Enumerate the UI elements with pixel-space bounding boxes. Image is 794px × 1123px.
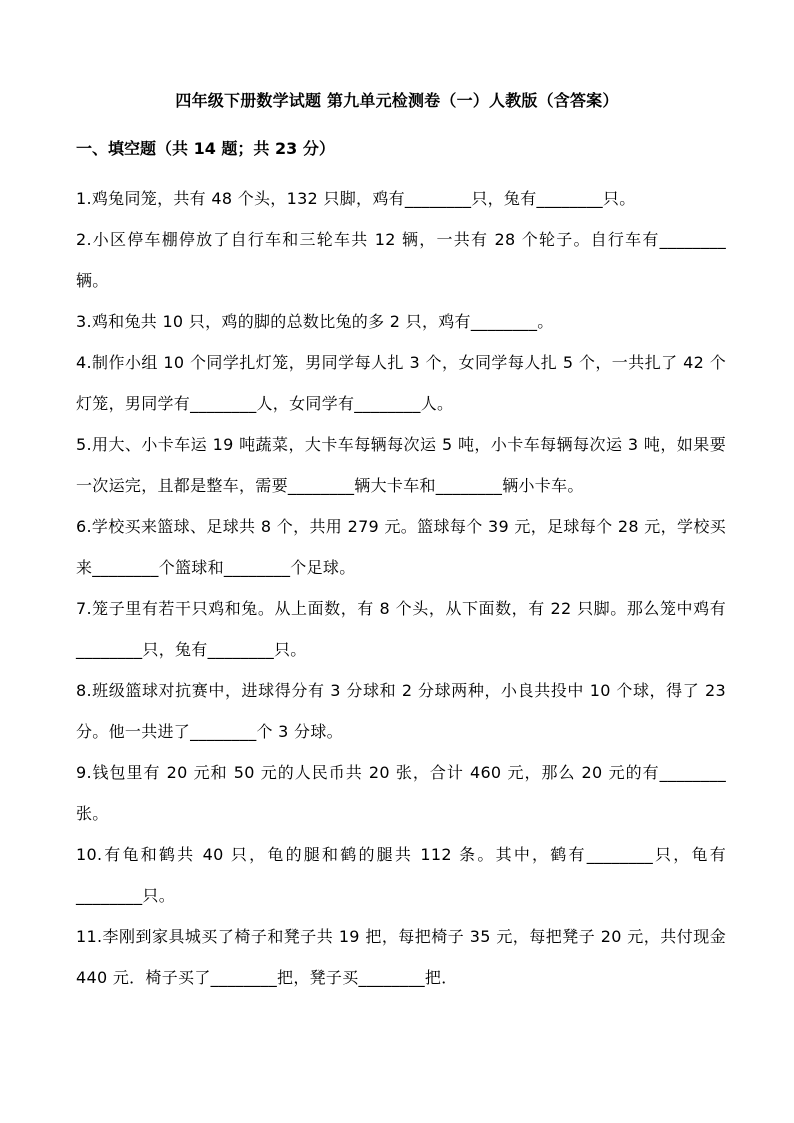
question-text: 2.小区停车棚停放了自行车和三轮车共 12 辆，一共有 28 个轮子。自行车有________辆。: [76, 230, 726, 290]
question-5: [76, 424, 726, 506]
question-10: [76, 834, 726, 916]
document-title: 四年级下册数学试题 第九单元检测卷（一）人教版（含答案）: [175, 91, 619, 110]
question-text: 7.笼子里有若干只鸡和兔。从上面数，有 8 个头，从下面数，有 22 只脚。那么笼中鸡有________只，兔有________只。: [76, 599, 726, 659]
question-text: 10.有龟和鹤共 40 只，龟的腿和鹤的腿共 112 条。其中，鹤有________只，龟有________只。: [76, 845, 726, 905]
question-text: 3.鸡和兔共 10 只，鸡的脚的总数比兔的多 2 只，鸡有________。: [76, 312, 554, 331]
question-text: 11.李刚到家具城买了椅子和凳子共 19 把，每把椅子 35 元，每把凳子 20 元，共付现金 440 元．椅子买了________把，凳子买________把．: [76, 927, 726, 987]
question-text: 5.用大、小卡车运 19 吨蔬菜，大卡车每辆每次运 5 吨，小卡车每辆每次运 3 吨，如果要一次运完，且都是整车，需要________辆大卡车和________辆小卡车。: [76, 435, 726, 495]
question-text: 8.班级篮球对抗赛中，进球得分有 3 分球和 2 分球两种，小良共投中 10 个球，得了 23 分。他一共进了________个 3 分球。: [76, 681, 726, 741]
question-2: [76, 219, 726, 301]
question-8: [76, 670, 726, 752]
question-text: 4.制作小组 10 个同学扎灯笼，男同学每人扎 3 个，女同学每人扎 5 个，一共扎了 42 个灯笼，男同学有________人，女同学有________人。: [76, 353, 726, 413]
question-7: [76, 588, 726, 670]
question-6: [76, 506, 726, 588]
question-11: [76, 916, 726, 998]
question-9: [76, 752, 726, 834]
question-1: [76, 178, 726, 219]
section-heading: 一、填空题（共 14 题；共 23 分）: [76, 139, 335, 158]
question-list: [76, 178, 726, 998]
question-3: [76, 301, 726, 342]
question-text: 1.鸡兔同笼，共有 48 个头，132 只脚，鸡有________只，兔有________只。: [76, 189, 636, 208]
question-4: [76, 342, 726, 424]
question-text: 9.钱包里有 20 元和 50 元的人民币共 20 张，合计 460 元，那么 20 元的有________张。: [76, 763, 726, 823]
question-text: 6.学校买来篮球、足球共 8 个，共用 279 元。篮球每个 39 元，足球每个 28 元，学校买来________个篮球和________个足球。: [76, 517, 726, 577]
